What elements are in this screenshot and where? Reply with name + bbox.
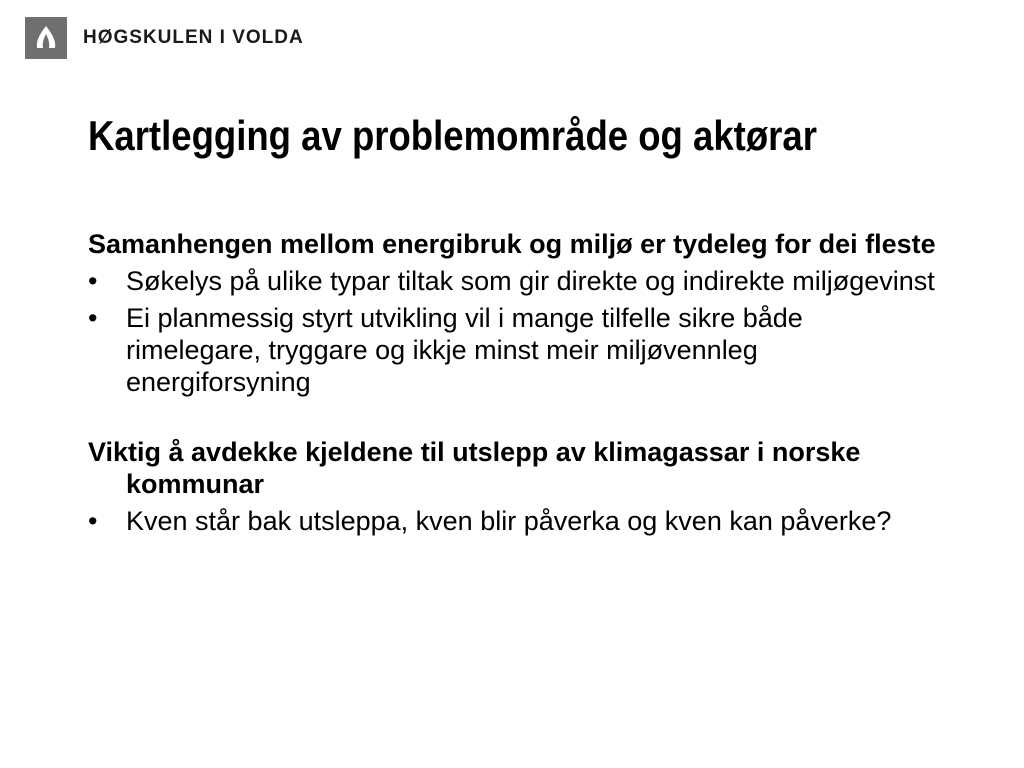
flame-leaf-icon [25, 17, 67, 59]
institution-logo [25, 17, 304, 59]
slide-title: Kartlegging av problemområde og aktørar [88, 112, 817, 159]
list-item [88, 505, 938, 537]
bullet-icon: • [88, 506, 98, 536]
list-item [88, 265, 938, 297]
institution-name: HØGSKULEN I VOLDA [83, 27, 304, 48]
bullet-icon: • [88, 266, 98, 296]
bullet-icon: • [88, 303, 98, 333]
bullet-text: Søkelys på ulike typar tiltak som gir direkte og indirekte miljøgevinst [126, 266, 935, 296]
list-item [88, 302, 938, 398]
section-heading: Viktig å avdekke kjeldene til utslepp av klimagassar i norske kommunar [88, 437, 861, 499]
bullet-text: Kven står bak utsleppa, kven blir påverka og kven kan påverke? [126, 506, 892, 536]
slide-body [88, 228, 938, 537]
bullet-text: Ei planmessig styrt utvikling vil i mange tilfelle sikre både rimelegare, tryggare og ikkje minst meir miljøvennleg energiforsyning [126, 303, 803, 397]
section-heading: Samanhengen mellom energibruk og miljø er tydeleg for dei fleste [88, 229, 936, 259]
